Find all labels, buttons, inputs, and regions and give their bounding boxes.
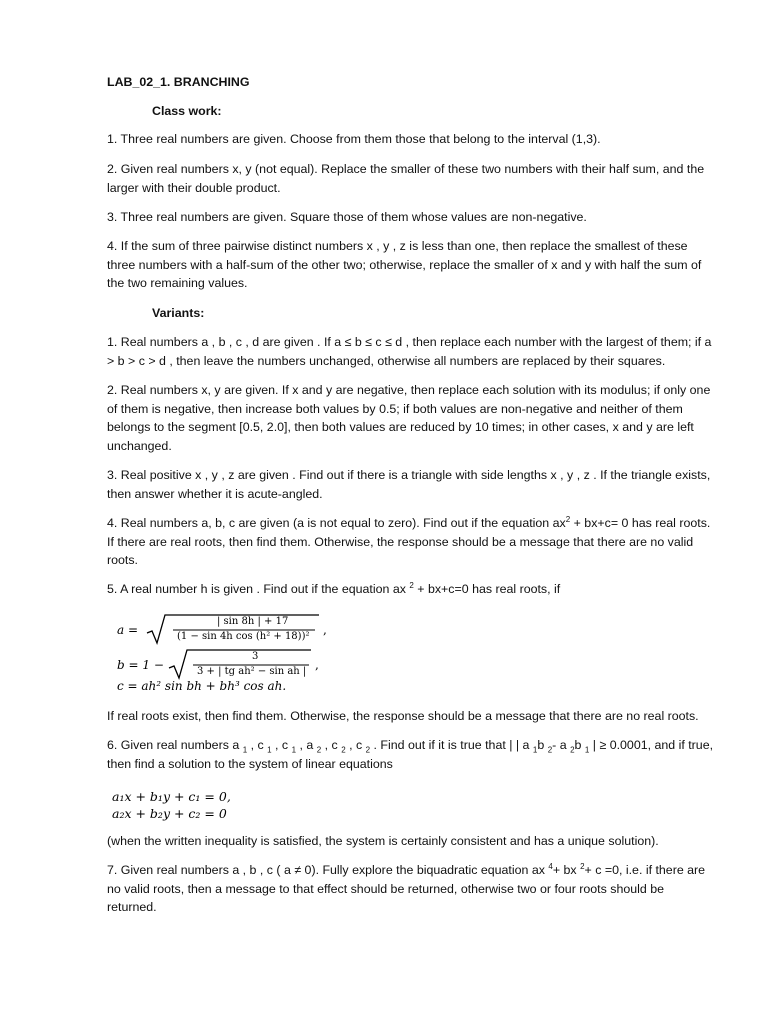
variant-7: [107, 861, 717, 917]
linear-system: [112, 788, 231, 822]
variant-3: 3. Real positive x , y , z are given . Find out if there is a triangle with side lengths x , y , z . If the triangle exists, then answer whether it is acute-angled.: [107, 468, 711, 501]
variant-4-sup: 2: [565, 514, 571, 524]
v6-part: . Find out if it is true that | | a: [373, 738, 530, 752]
v6-sub: 1: [267, 745, 272, 755]
v6-part: b: [537, 738, 545, 752]
v6-part: , c: [349, 738, 363, 752]
v7-sup: 4: [548, 861, 553, 871]
variant-4-text-b: + bx+c= 0 has real roots. If there are real roots, then find them. Otherwise, the response should be a message that there are no valid roots.: [107, 516, 711, 567]
classwork-item-1: 1. Three real numbers are given. Choose from them those that belong to the interval (1,3).: [107, 132, 601, 146]
variant-6-after: (when the written inequality is satisfied, the system is certainly consistent and has a unique solution).: [107, 834, 659, 848]
v6-part: , c: [324, 738, 338, 752]
v6-part: | ≥ 0.0001, and if true, then find a solution to the system of linear equations: [107, 738, 714, 771]
formula-a: a = | sin 8h | + 17 (1 − sin 4h cos (h² + 18))² ,: [117, 613, 417, 647]
v6-part: - a: [552, 738, 567, 752]
variant-5-after: If real roots exist, then find them. Otherwise, the response should be a message that there are no real roots.: [107, 709, 699, 723]
v6-sub: 1: [532, 745, 538, 755]
variant-5-text-a: 5. A real number h is given . Find out if the equation ax: [107, 582, 406, 596]
variant-2: 2. Real numbers x, y are given. If x and y are negative, then replace each solution with its modulus; if only one of them is negative, then increase both values by 0.5; if both values are non-negative and neither of them belongs to the segment [0.5, 2.0], then both values are reduced by 10 times; in other cases, x and y are left unchanged.: [107, 383, 711, 453]
v6-part: , c: [275, 738, 289, 752]
v7-sup: 2: [580, 861, 585, 871]
v6-sub: 1: [242, 745, 248, 755]
system-equation-2: a₂x + b₂y + c₂ = 0: [112, 806, 227, 821]
formula-b-lhs: b = 1 −: [117, 658, 164, 672]
variant-4: [107, 514, 717, 570]
v6-sub: 2: [570, 745, 575, 755]
formula-b-denominator: 3 + | tg ah² − sin ah |: [197, 666, 307, 677]
formula-b-numerator: 3: [252, 651, 259, 662]
v6-part: 6. Given real numbers a: [107, 738, 240, 752]
formula-b: b = 1 − 3 3 + | tg ah² − sin ah | ,: [117, 648, 417, 682]
formula-a-lhs: a =: [117, 623, 139, 637]
doc-title: LAB_02_1. BRANCHING: [107, 75, 250, 89]
formula-a-denominator: (1 − sin 4h cos (h² + 18))²: [177, 631, 310, 642]
v7-part: 7. Given real numbers a , b , c ( a ≠ 0). Fully explore the biquadratic equation ax: [107, 863, 545, 877]
variant-6: [107, 736, 717, 773]
v6-sub: 2: [316, 745, 322, 755]
v6-part: , a: [299, 738, 314, 752]
variant-5-text-b: + bx+c=0 has real roots, if: [417, 582, 561, 596]
v6-part: b: [574, 738, 582, 752]
v6-sub: 1: [291, 745, 297, 755]
variants-heading: Variants:: [152, 306, 205, 320]
classwork-item-3: 3. Three real numbers are given. Square those of them whose values are non-negative.: [107, 210, 587, 224]
v6-sub: 2: [547, 745, 553, 755]
formula-a-numerator: | sin 8h | + 17: [217, 616, 289, 627]
classwork-item-4: 4. If the sum of three pairwise distinct numbers x , y , z is less than one, then replace the smallest of these three numbers with a half-sum of the other two; otherwise, replace the smaller of x and y with half the sum of the two remaining values.: [107, 239, 702, 290]
variant-5-sup: 2: [409, 580, 414, 590]
v6-sub: 2: [365, 745, 371, 755]
v7-part: + bx: [552, 863, 577, 877]
variant-5: [107, 580, 717, 599]
variant-1: 1. Real numbers a , b , c , d are given . If a ≤ b ≤ c ≤ d , then replace each number with the largest of them; if a > b > c > d , then leave the numbers unchanged, otherwise all numbers are replaced by their squares.: [107, 335, 712, 368]
v6-sub: 2: [341, 745, 346, 755]
v7-part: + c =0, i.e. if there are no valid roots, then a message to that effect should be returned, otherwise two or four roots should be returned.: [107, 863, 706, 914]
system-equation-1: a₁x + b₁y + c₁ = 0,: [112, 789, 231, 804]
variant-4-text-a: 4. Real numbers a, b, c are given (a is not equal to zero). Find out if the equation ax: [107, 516, 566, 530]
v6-sub: 1: [584, 745, 590, 755]
classwork-item-2: 2. Given real numbers x, y (not equal). Replace the smaller of these two numbers with their half sum, and the larger with their double product.: [107, 162, 705, 195]
v6-part: , c: [250, 738, 264, 752]
classwork-heading: Class work:: [152, 104, 222, 118]
formula-c: c = ah² sin bh + bh³ cos ah.: [117, 679, 287, 693]
